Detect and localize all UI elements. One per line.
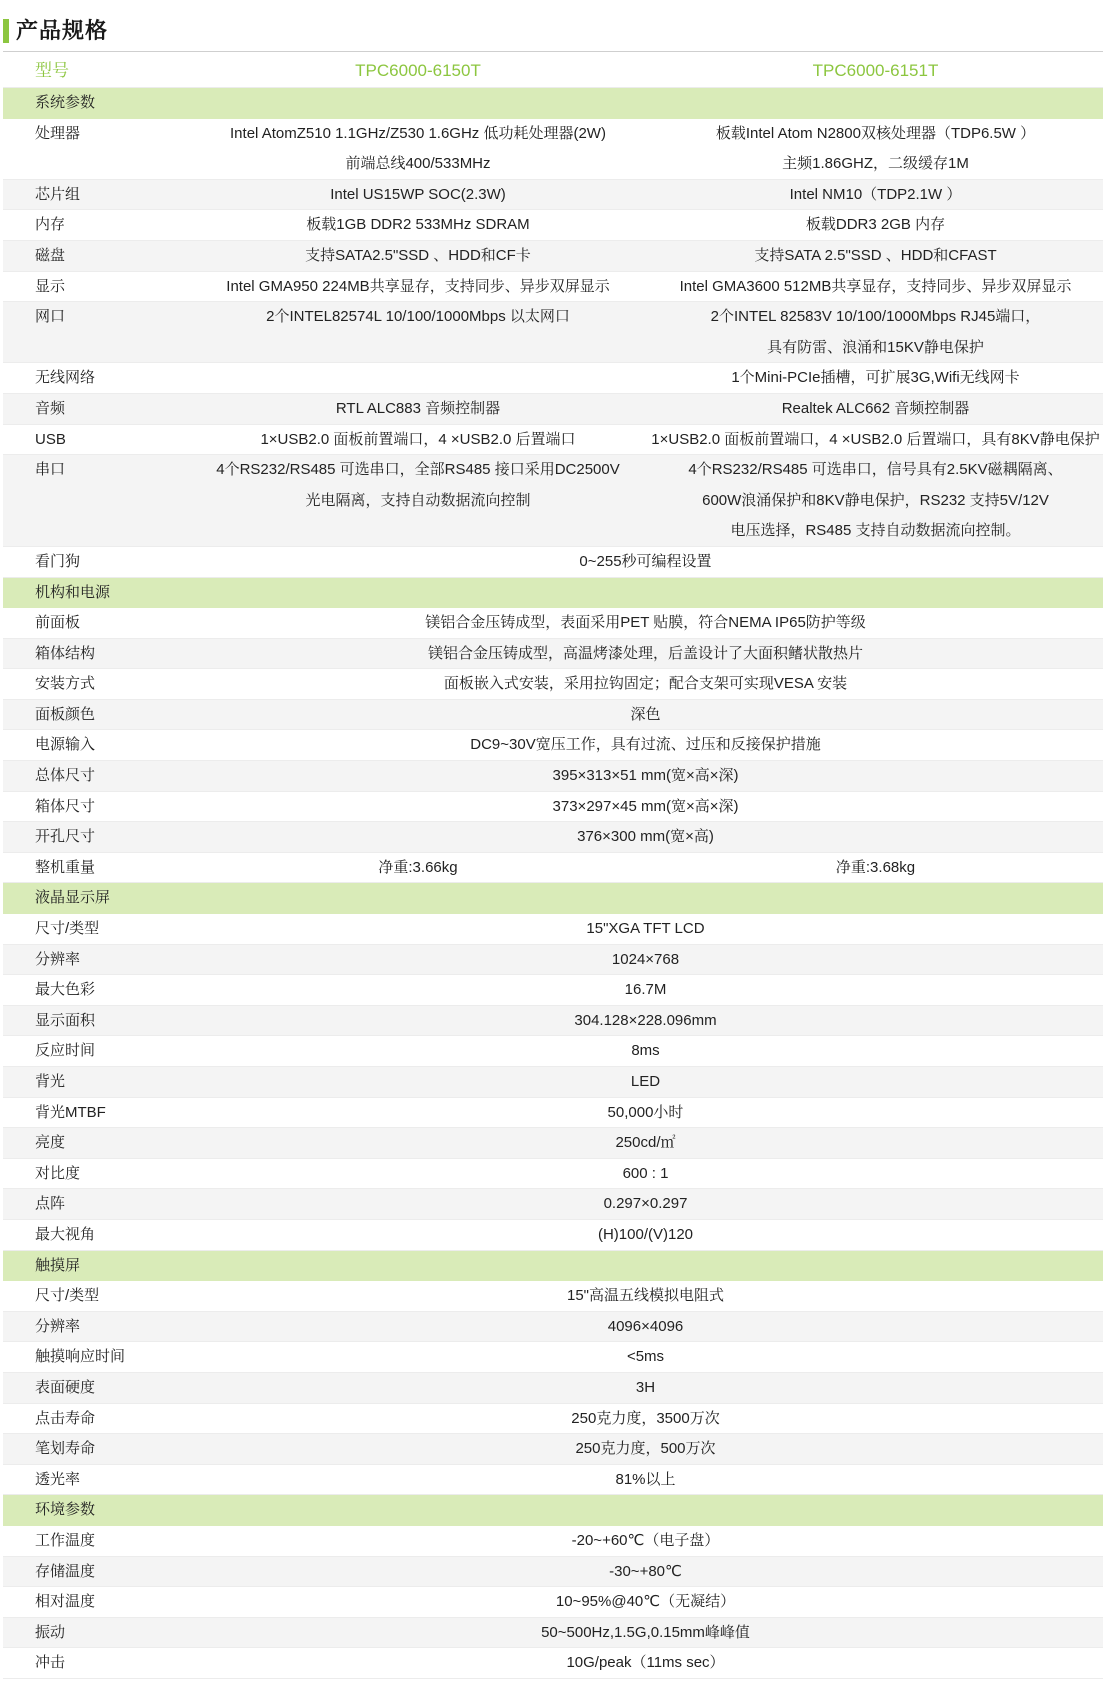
spec-label: 最大视角 [35,1225,96,1243]
cell-line: 净重:3.68kg [835,858,916,876]
spec-label: 分辨率 [35,950,81,968]
spec-row [3,761,1103,792]
page-title: 产品规格 [16,18,109,43]
spec-value-col1 [188,394,648,424]
spec-row [3,394,1103,425]
cell-line: 1个Mini-PCIe插槽，可扩展3G,Wifi无线网卡 [731,369,1020,387]
model-col1: TPC6000-6150T [355,61,481,80]
page-header [0,0,1106,54]
spec-value [188,1036,1103,1066]
spec-label: 触摸响应时间 [35,1348,126,1366]
spec-value-col1 [188,119,648,179]
model-row [3,54,1103,88]
spec-row [3,1220,1103,1251]
spec-value [188,1587,1103,1617]
cell-line: 600W浪涌保护和8KV静电保护，RS232 支持5V/12V [702,491,1049,509]
cell-line: <5ms [626,1348,665,1366]
cell-line: Intel GMA3600 512MB共享显存，支持同步、异步双屏显示 [679,277,1072,295]
spec-label: 透光率 [35,1470,81,1488]
cell-line: LED [630,1073,661,1091]
spec-label: 工作温度 [35,1531,96,1549]
spec-label: 内存 [35,216,66,234]
spec-label: 开孔尺寸 [35,828,96,846]
spec-row [3,822,1103,853]
section-header [3,88,1103,119]
spec-row [3,1526,1103,1557]
spec-label: 箱体尺寸 [35,797,96,815]
spec-label: 整机重量 [35,858,96,876]
spec-row [3,730,1103,761]
spec-value [188,1648,1103,1678]
spec-row [3,1373,1103,1404]
cell-line: Intel GMA950 224MB共享显存，支持同步、异步双屏显示 [226,277,610,295]
spec-label: 最大色彩 [35,981,96,999]
spec-value [188,608,1103,638]
spec-row [3,975,1103,1006]
spec-value-col2 [648,302,1103,362]
cell-line: 376×300 mm(宽×高) [577,828,714,846]
cell-line: 净重:3.66kg [378,858,458,876]
cell-line: 前端总线400/533MHz [345,155,491,173]
spec-value [188,1342,1103,1372]
title-divider [3,51,1103,52]
spec-row [3,639,1103,670]
spec-value [188,1434,1103,1464]
spec-value-col1 [188,302,648,362]
cell-line: 支持SATA 2.5"SSD 、HDD和CFAST [754,246,997,264]
title-accent-bar [3,19,9,43]
cell-line: 304.128×228.096mm [574,1011,717,1029]
spec-value-col1 [188,853,648,883]
spec-row [3,1006,1103,1037]
spec-value-col2 [648,119,1103,179]
spec-value [188,822,1103,852]
spec-value [188,945,1103,975]
spec-row [3,1465,1103,1496]
spec-value-col2 [648,363,1103,393]
spec-row [3,1036,1103,1067]
cell-line: 板载DDR3 2GB 内存 [805,216,946,234]
section-header [3,1495,1103,1526]
spec-value [188,1189,1103,1219]
model-col2: TPC6000-6151T [812,61,939,80]
spec-label: 前面板 [35,614,81,632]
spec-value [188,639,1103,669]
spec-row [3,1312,1103,1343]
cell-line: Intel AtomZ510 1.1GHz/Z530 1.6GHz 低功耗处理器(2W) [230,124,606,142]
cell-line: DC9~30V宽压工作，具有过流、过压和反接保护措施 [470,736,821,754]
spec-value [188,1373,1103,1403]
spec-value [188,669,1103,699]
spec-label: 芯片组 [35,185,81,203]
spec-label: 背光MTBF [35,1103,106,1121]
spec-value [188,1312,1103,1342]
spec-label: 背光 [35,1073,66,1091]
spec-row [3,608,1103,639]
spec-label: 看门狗 [35,552,81,570]
cell-line: 4个RS232/RS485 可选串口，全部RS485 接口采用DC2500V [216,461,620,479]
spec-label: 点击寿命 [35,1409,96,1427]
spec-value-col1 [188,272,648,302]
cell-line: 0~255秒可编程设置 [579,552,712,570]
spec-value [188,1281,1103,1311]
spec-row [3,669,1103,700]
spec-value [188,761,1103,791]
spec-value [188,1006,1103,1036]
spec-label: 电源输入 [35,736,96,754]
spec-value [188,1220,1103,1250]
section-title: 触摸屏 [35,1256,81,1274]
cell-line: 镁铝合金压铸成型，表面采用PET 贴膜，符合NEMA IP65防护等级 [425,614,866,632]
spec-label: 网口 [35,308,66,326]
spec-row [3,180,1103,211]
spec-row [3,1189,1103,1220]
spec-label: 安装方式 [35,675,96,693]
spec-value [188,1526,1103,1556]
cell-line: RTL ALC883 音频控制器 [335,399,501,417]
cell-line: -30~+80℃ [609,1562,682,1580]
spec-value-col1 [188,455,648,546]
cell-line: 15"XGA TFT LCD [586,920,705,938]
cell-line: Realtek ALC662 音频控制器 [781,399,970,417]
spec-row [3,1618,1103,1649]
spec-label: 显示面积 [35,1011,96,1029]
spec-label: 串口 [35,461,66,479]
cell-line: 1×USB2.0 面板前置端口，4 ×USB2.0 后置端口，具有8KV静电保护 [651,430,1100,448]
spec-value-col1 [188,210,648,240]
spec-value-col1 [188,425,648,455]
spec-value-col1 [188,180,648,210]
spec-value-col2 [648,180,1103,210]
cell-line: 81%以上 [615,1470,676,1488]
cell-line: 15"高温五线模拟电阻式 [566,1287,724,1305]
spec-row [3,1159,1103,1190]
spec-row [3,425,1103,456]
spec-value [188,1618,1103,1648]
spec-row [3,363,1103,394]
spec-value-col2 [648,853,1103,883]
spec-value [188,1128,1103,1158]
spec-row [3,119,1103,180]
cell-line: 支持SATA2.5"SSD 、HDD和CF卡 [305,246,531,264]
cell-line: 板载1GB DDR2 533MHz SDRAM [306,216,530,234]
section-title: 环境参数 [35,1501,96,1519]
spec-label: 表面硬度 [35,1378,96,1396]
cell-line: 具有防雷、浪涌和15KV静电保护 [767,338,984,356]
spec-value [188,975,1103,1005]
cell-line: 面板嵌入式安装，采用拉钩固定；配合支架可实现VESA 安装 [443,675,848,693]
spec-value-col1 [188,241,648,271]
spec-row [3,914,1103,945]
spec-label: 处理器 [35,124,81,142]
spec-row [3,945,1103,976]
spec-value-col2 [648,210,1103,240]
spec-value-col2 [648,455,1103,546]
spec-label: 冲击 [35,1654,66,1672]
cell-line: 主频1.86GHZ，二级缓存1M [782,155,969,173]
spec-row [3,1128,1103,1159]
spec-value-col1 [188,363,648,393]
spec-label: 亮度 [35,1134,66,1152]
spec-value-col2 [648,272,1103,302]
cell-line: 50~500Hz,1.5G,0.15mm峰峰值 [541,1623,750,1641]
spec-row [3,1281,1103,1312]
spec-row [3,1434,1103,1465]
cell-line: 光电隔离，支持自动数据流向控制 [305,491,531,509]
cell-line: 395×313×51 mm(宽×高×深) [552,767,739,785]
spec-row [3,1648,1103,1679]
spec-value-col2 [648,241,1103,271]
spec-value-col2 [648,425,1103,455]
cell-line: 1024×768 [611,950,680,968]
cell-line: 3H [635,1378,656,1396]
spec-row [3,1342,1103,1373]
section-title: 机构和电源 [35,583,111,601]
spec-label: 无线网络 [35,369,96,387]
spec-row [3,210,1103,241]
cell-line: 373×297×45 mm(宽×高×深) [552,797,739,815]
cell-line: 4096×4096 [607,1317,684,1335]
cell-line: 16.7M [624,981,667,999]
spec-label: USB [35,430,66,448]
spec-label: 尺寸/类型 [35,920,100,938]
section-title: 系统参数 [35,94,96,111]
spec-value [188,1098,1103,1128]
spec-value [188,1557,1103,1587]
spec-row [3,241,1103,272]
spec-label: 相对温度 [35,1593,96,1611]
spec-label: 对比度 [35,1164,81,1182]
cell-line: Intel NM10（TDP2.1W ） [789,185,962,203]
spec-value [188,1465,1103,1495]
cell-line: 250克力度，500万次 [575,1440,716,1458]
cell-line: 250cd/㎡ [615,1134,676,1152]
spec-row [3,302,1103,363]
model-label: 型号 [35,61,69,80]
spec-label: 点阵 [35,1195,66,1213]
cell-line: 600 : 1 [622,1164,669,1182]
cell-line: 0.297×0.297 [603,1195,688,1213]
section-header [3,1251,1103,1282]
cell-line: 2个INTEL 82583V 10/100/1000Mbps RJ45端口， [710,308,1041,326]
spec-value [188,730,1103,760]
spec-label: 反应时间 [35,1042,96,1060]
spec-row [3,455,1103,547]
cell-line: 电压选择，RS485 支持自动数据流向控制。 [730,522,1021,540]
cell-line: 1×USB2.0 面板前置端口，4 ×USB2.0 后置端口 [260,430,576,448]
spec-value [188,700,1103,730]
section-header [3,578,1103,609]
cell-line: 镁铝合金压铸成型，高温烤漆处理，后盖设计了大面积鳍状散热片 [427,644,863,662]
cell-line: Intel US15WP SOC(2.3W) [330,185,506,203]
spec-row [3,1067,1103,1098]
sections-container [3,88,1103,1679]
spec-label: 箱体结构 [35,644,96,662]
spec-label: 总体尺寸 [35,767,96,785]
cell-line: 250克力度，3500万次 [571,1409,720,1427]
cell-line: 深色 [630,705,661,723]
cell-line: 8ms [631,1042,660,1060]
spec-value [188,914,1103,944]
spec-value-col2 [648,394,1103,424]
cell-line: -20~+60℃（电子盘） [571,1531,720,1549]
spec-row [3,272,1103,303]
cell-line: 10G/peak（11ms sec） [566,1654,725,1672]
spec-table [3,54,1103,1679]
spec-row [3,853,1103,884]
spec-label: 分辨率 [35,1317,81,1335]
spec-label: 笔划寿命 [35,1440,96,1458]
spec-label: 存储温度 [35,1562,96,1580]
spec-value [188,1067,1103,1097]
spec-value [188,547,1103,577]
spec-row [3,547,1103,578]
spec-label: 音频 [35,399,66,417]
spec-label: 显示 [35,277,66,295]
spec-value [188,792,1103,822]
spec-row [3,700,1103,731]
cell-line: (H)100/(V)120 [597,1225,694,1243]
spec-row [3,1587,1103,1618]
cell-line: 板载Intel Atom N2800双核处理器（TDP6.5W ） [715,124,1036,142]
spec-row [3,792,1103,823]
spec-label: 尺寸/类型 [35,1287,100,1305]
cell-line: 50,000小时 [607,1103,684,1121]
spec-label: 面板颜色 [35,705,96,723]
spec-value [188,1404,1103,1434]
spec-label: 磁盘 [35,246,66,264]
spec-row [3,1557,1103,1588]
spec-row [3,1098,1103,1129]
cell-line: 2个INTEL82574L 10/100/1000Mbps 以太网口 [266,308,570,326]
cell-line: 10~95%@40℃（无凝结） [555,1593,736,1611]
section-header [3,883,1103,914]
spec-label: 振动 [35,1623,66,1641]
spec-row [3,1404,1103,1435]
section-title: 液晶显示屏 [35,889,111,907]
cell-line: 4个RS232/RS485 可选串口，信号具有2.5KV磁耦隔离、 [688,461,1063,479]
spec-value [188,1159,1103,1189]
